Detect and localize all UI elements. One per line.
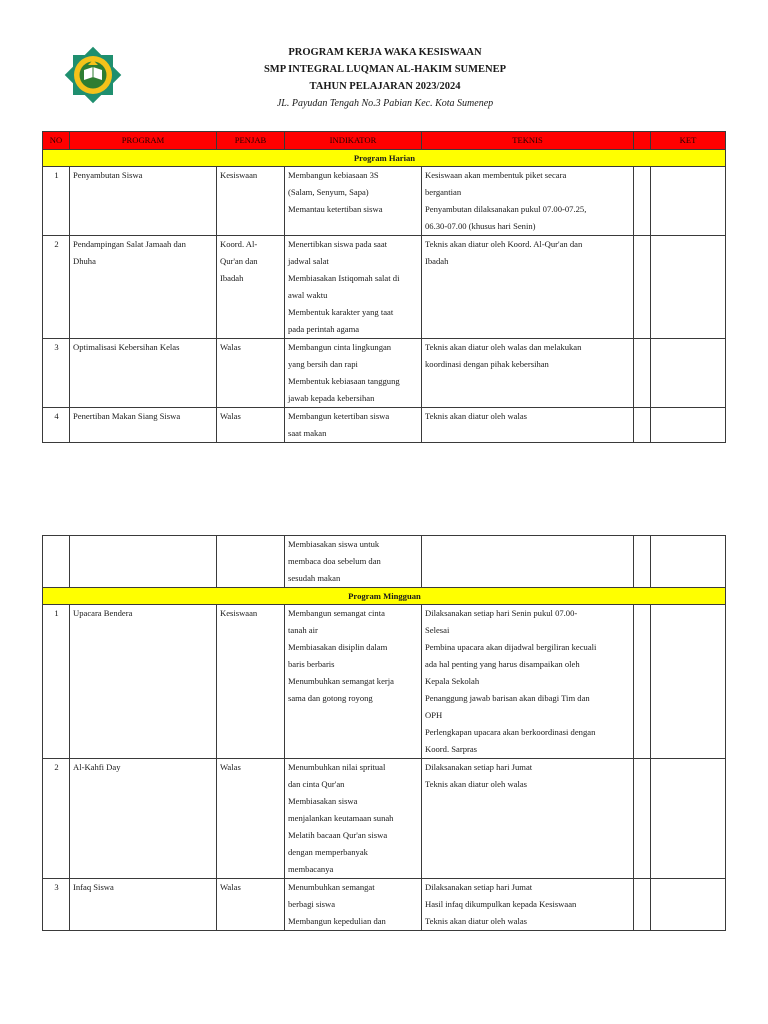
row-ket (651, 236, 726, 339)
indikator-line: jawab kepada kebersihan (288, 393, 375, 403)
row-indikator (285, 605, 422, 759)
teknis-line: bergantian (425, 187, 462, 197)
teknis-line: Teknis akan diatur oleh Koord. Al-Qur'an dan (425, 239, 583, 249)
row-ket (651, 759, 726, 879)
teknis-line: Kepala Sekolah (425, 676, 480, 686)
col-header-no: NO (43, 132, 70, 150)
row-penjab: Kesiswaan (217, 605, 285, 759)
row-teknis (422, 339, 634, 408)
section-row-harian (43, 150, 726, 167)
table-row (43, 879, 726, 931)
indikator-line: sesudah makan (288, 573, 341, 583)
teknis-line: Teknis akan diatur oleh walas (425, 916, 528, 926)
indikator-line: tanah air (288, 625, 318, 635)
row-teknis (422, 408, 634, 443)
row-teknis (422, 536, 634, 588)
row-no: 3 (43, 879, 70, 931)
indikator-line: dengan memperbanyak (288, 847, 368, 857)
row-program (70, 536, 217, 588)
teknis-line: Dilaksanakan setiap hari Jumat (425, 882, 533, 892)
indikator-line: membaca doa sebelum dan (288, 556, 381, 566)
indikator-line: Membiasakan disiplin dalam (288, 642, 388, 652)
col-header-blank (634, 132, 651, 150)
table-row (43, 167, 726, 236)
program-table-page1 (42, 131, 726, 443)
indikator-line: Membangun ketertiban siswa (288, 411, 390, 421)
teknis-line: Dilaksanakan setiap hari Jumat (425, 762, 533, 772)
teknis-line: Dilaksanakan setiap hari Senin pukul 07.00- (425, 608, 578, 618)
row-program: Optimalisasi Kebersihan Kelas (70, 339, 217, 408)
col-header-indikator: INDIKATOR (285, 132, 422, 150)
col-header-teknis: TEKNIS (422, 132, 634, 150)
section-label: Program Mingguan (43, 588, 726, 605)
row-penjab: Kesiswaan (217, 167, 285, 236)
teknis-line: Teknis akan diatur oleh walas (425, 779, 528, 789)
table-row (43, 605, 726, 759)
program-line: Pendampingan Salat Jamaah dan (73, 239, 186, 249)
row-penjab: Walas (217, 879, 285, 931)
teknis-line: ada hal penting yang harus disampaikan oleh (425, 659, 580, 669)
indikator-line: Membiasakan siswa untuk (288, 539, 380, 549)
teknis-line: 06.30-07.00 (khusus hari Senin) (425, 221, 536, 231)
row-program: Penyambutan Siswa (70, 167, 217, 236)
teknis-line: Penanggung jawab barisan akan dibagi Tim dan (425, 693, 590, 703)
indikator-line: Membangun cinta lingkungan (288, 342, 392, 352)
row-indikator (285, 339, 422, 408)
indikator-line: Menumbuhkan nilai spritual (288, 762, 386, 772)
teknis-line: OPH (425, 710, 443, 720)
indikator-line: sama dan gotong royong (288, 693, 373, 703)
row-no (43, 536, 70, 588)
document-header (190, 44, 580, 112)
row-ket (651, 605, 726, 759)
continuation-row (43, 536, 726, 588)
table-header-row (43, 132, 726, 150)
row-program: Al-Kahfi Day (70, 759, 217, 879)
row-ket (651, 879, 726, 931)
penjab-line: Qur'an dan (220, 256, 258, 266)
indikator-line: pada perintah agama (288, 324, 360, 334)
teknis-line: Koord. Sarpras (425, 744, 478, 754)
indikator-line: Membiasakan siswa (288, 796, 358, 806)
row-ket (651, 339, 726, 408)
row-teknis (422, 605, 634, 759)
row-penjab: Walas (217, 759, 285, 879)
school-name: SMP INTEGRAL LUQMAN AL-HAKIM SUMENEP (263, 64, 507, 75)
row-no: 2 (43, 759, 70, 879)
program-table-page2 (42, 535, 726, 931)
row-program: Infaq Siswa (70, 879, 217, 931)
teknis-line: Selesai (425, 625, 450, 635)
row-teknis (422, 236, 634, 339)
row-no: 2 (43, 236, 70, 339)
row-indikator (285, 536, 422, 588)
indikator-line: membacanya (288, 864, 334, 874)
indikator-line: Memantau ketertiban siswa (288, 204, 383, 214)
indikator-line: Membentuk kebiasaan tanggung (288, 376, 400, 386)
indikator-line: yang bersih dan rapi (288, 359, 358, 369)
row-program (70, 236, 217, 339)
doc-title: PROGRAM KERJA WAKA KESISWAAN (288, 47, 482, 58)
academic-year: TAHUN PELAJARAN 2023/2024 (309, 81, 461, 92)
indikator-line: Membentuk karakter yang taat (288, 307, 394, 317)
indikator-line: Menumbuhkan semangat kerja (288, 676, 394, 686)
indikator-line: berbagi siswa (288, 899, 336, 909)
teknis-line: Kesiswaan akan membentuk piket secara (425, 170, 567, 180)
row-blank (634, 408, 651, 443)
teknis-line: koordinasi dengan pihak kebersihan (425, 359, 549, 369)
row-blank (634, 536, 651, 588)
indikator-line: Membangun kebiasaan 3S (288, 170, 379, 180)
row-indikator (285, 879, 422, 931)
indikator-line: jadwal salat (288, 256, 329, 266)
row-program: Penertiban Makan Siang Siswa (70, 408, 217, 443)
penjab-line: Ibadah (220, 273, 244, 283)
col-header-ket: KET (651, 132, 726, 150)
table-row (43, 236, 726, 339)
indikator-line: saat makan (288, 428, 327, 438)
row-blank (634, 167, 651, 236)
indikator-line: menjalankan keutamaan sunah (288, 813, 394, 823)
indikator-line: Membiasakan Istiqomah salat di (288, 273, 400, 283)
row-teknis (422, 879, 634, 931)
row-no: 1 (43, 605, 70, 759)
indikator-line: awal waktu (288, 290, 328, 300)
row-indikator (285, 408, 422, 443)
row-ket (651, 536, 726, 588)
school-address: JL. Payudan Tengah No.3 Pabian Kec. Kota Sumenep (276, 98, 494, 109)
teknis-line: Hasil infaq dikumpulkan kepada Kesiswaan (425, 899, 577, 909)
row-blank (634, 236, 651, 339)
row-indikator (285, 236, 422, 339)
indikator-line: Menumbuhkan semangat (288, 882, 375, 892)
indikator-line: dan cinta Qur'an (288, 779, 345, 789)
indikator-line: Melatih bacaan Qur'an siswa (288, 830, 388, 840)
teknis-line: Teknis akan diatur oleh walas dan melakukan (425, 342, 582, 352)
row-no: 3 (43, 339, 70, 408)
indikator-line: Membangun kepedulian dan (288, 916, 386, 926)
row-no: 1 (43, 167, 70, 236)
section-label: Program Harian (43, 150, 726, 167)
teknis-line: Pembina upacara akan dijadwal bergiliran kecuali (425, 642, 597, 652)
col-header-program: PROGRAM (70, 132, 217, 150)
teknis-line: Ibadah (425, 256, 449, 266)
row-penjab (217, 536, 285, 588)
col-header-penjab: PENJAB (217, 132, 285, 150)
row-program: Upacara Bendera (70, 605, 217, 759)
table-row (43, 339, 726, 408)
row-indikator (285, 167, 422, 236)
row-no: 4 (43, 408, 70, 443)
row-indikator (285, 759, 422, 879)
row-blank (634, 759, 651, 879)
row-penjab: Walas (217, 339, 285, 408)
table-row (43, 408, 726, 443)
row-blank (634, 339, 651, 408)
row-ket (651, 408, 726, 443)
indikator-line: Menertibkan siswa pada saat (288, 239, 388, 249)
table-row (43, 759, 726, 879)
row-penjab: Walas (217, 408, 285, 443)
program-line: Dhuha (73, 256, 96, 266)
row-blank (634, 879, 651, 931)
section-row-mingguan (43, 588, 726, 605)
row-ket (651, 167, 726, 236)
teknis-line: Perlengkapan upacara akan berkoordinasi dengan (425, 727, 596, 737)
row-teknis (422, 167, 634, 236)
teknis-line: Teknis akan diatur oleh walas (425, 411, 528, 421)
teknis-line: Penyambutan dilaksanakan pukul 07.00-07.25, (425, 204, 587, 214)
row-penjab (217, 236, 285, 339)
indikator-line: Membangun semangat cinta (288, 608, 385, 618)
penjab-line: Koord. Al- (220, 239, 258, 249)
indikator-line: (Salam, Senyum, Sapa) (288, 187, 369, 197)
school-logo (62, 44, 124, 106)
row-blank (634, 605, 651, 759)
indikator-line: baris berbaris (288, 659, 335, 669)
row-teknis (422, 759, 634, 879)
